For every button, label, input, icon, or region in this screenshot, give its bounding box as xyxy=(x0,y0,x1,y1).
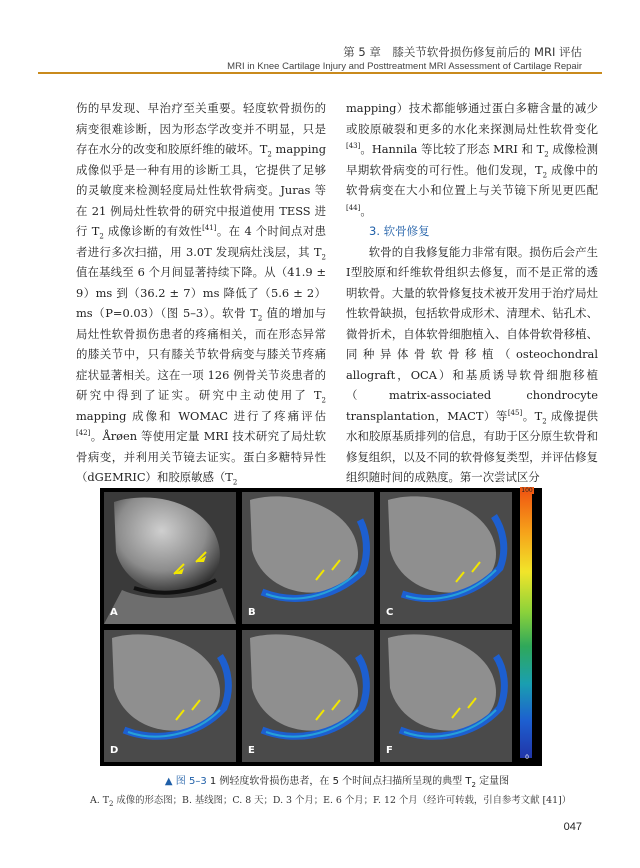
right-paragraph-1: mapping）技术都能够通过蛋白多糖含量的减少或胶原破裂和更多的水化来探测局灶性软骨变化[43]。Hannila 等比较了形态 MRI 和 $T_2$ 成像检测早期软骨病变的可行性。他们发现，$T_2$ 成像中的软骨病变在大小和位置上与关节镜下所见更匹配[44]。 xyxy=(346,101,598,218)
left-paragraph: 伤的早发现、早治疗至关重要。轻度软骨损伤的病变很难诊断，因为形态学改变并不明显，只是存在水分的改变和胶原纤维的破坏。$T_2$ mapping 成像似乎是一种有用的诊断工具，它提供了足够的灵敏度来检测轻度局灶性软骨病变。Juras 等在 21 例局灶性软骨的研究中报道使用 TESS 进行 $T_2$ 成像诊断的有效性[41]。在 4 个时间点对患者进行多次扫描，用 3.0T 发现病灶浅层，其 $T_2$ 值在基线至 6 个月间显著持续下降。从（41.9 ± 9）ms 到（36.2 ± 7）ms 降低了（5.6 ± 2）ms（P=0.03）（图 5–3）。软骨 $T_2$ 值的增加与局灶性软骨损伤患者的疼痛相关，而在形态异常的膝关节中，只有膝关节软骨病变与膝关节疼痛症状显著相关。这在一项 126 例骨关节炎患者的研究中得到了证实。研究中主动使用了 $T_2$ mapping 成像和 WOMAC 进行了疼痛评估[42]。Årøen 等使用定量 MRI 技术研究了局灶软骨病变，并利用关节镜去证实。蛋白多糖特异性（dGEMRIC）和胶原敏感（$T_2$ xyxy=(76,101,326,487)
knee-grayscale-image xyxy=(104,492,236,624)
section-heading: 3. 软骨修复 xyxy=(369,224,430,238)
right-column xyxy=(346,98,598,488)
running-header xyxy=(227,44,582,72)
panel-d xyxy=(104,630,236,762)
t2-map-image xyxy=(242,492,374,624)
header-rule xyxy=(38,72,602,74)
chapter-title: 第 5 章 膝关节软骨损伤修复前后的 MRI 评估 xyxy=(343,45,582,59)
panel-label: C xyxy=(386,607,394,618)
right-paragraph-2: 软骨的自我修复能力非常有限。损伤后会产生Ⅰ型胶原和纤维软骨组织去修复，而不是正常的透明软骨。大量的软骨修复技术被开发用于治疗局灶性软骨缺损，包括软骨成形术、清理术、钻孔术、微骨折术，自体软骨细胞植入、自体骨软骨移植、同种异体骨软骨移植（osteochondral allograft，OCA）和基质诱导软骨细胞移植（matrix-associated chondrocyte transplantation，MACT）等[45]。$T_2$ 成像提供水和胶原基质排列的信息，有助于区分原生软骨和修复组织，以及不同的软骨修复类型，并评估修复组织随时间的成熟度。第一次尝试区分 xyxy=(346,244,598,484)
figure-caption-title: 1 例轻度软骨损伤患者，在 5 个时间点扫描所呈现的典型 $T_2$ 定量图 xyxy=(209,776,510,789)
figure-caption-detail: A. $T_2$ 成像的形态图；B. 基线图；C. 8 天；D. 3 个月；E. 6 个月；F. 12 个月（经许可转载，引自参考文献 [41]） xyxy=(90,795,572,808)
page-number: 047 xyxy=(563,821,582,833)
figure-label: ▲ 图 5–3 xyxy=(164,776,207,787)
panel-e xyxy=(242,630,374,762)
scale-min-label: 0 xyxy=(525,754,529,761)
panel-f xyxy=(380,630,512,762)
t2-map-image xyxy=(380,630,512,762)
panel-label: B xyxy=(248,607,256,618)
figure-caption xyxy=(76,772,598,787)
mri-figure xyxy=(100,488,542,766)
panel-label: A xyxy=(110,607,118,618)
panel-label: D xyxy=(110,745,119,756)
scale-max-label: 100 xyxy=(521,487,533,494)
t2-map-image xyxy=(380,492,512,624)
left-column xyxy=(76,98,326,488)
panel-c xyxy=(380,492,512,624)
panel-label: F xyxy=(386,745,393,756)
t2-map-image xyxy=(104,630,236,762)
panel-b xyxy=(242,492,374,624)
chapter-subtitle: MRI in Knee Cartilage Injury and Posttreatment MRI Assessment of Cartilage Repair xyxy=(227,61,582,72)
color-scale-bar xyxy=(520,492,532,758)
panel-label: E xyxy=(248,745,255,756)
panel-a xyxy=(104,492,236,624)
t2-map-image xyxy=(242,630,374,762)
